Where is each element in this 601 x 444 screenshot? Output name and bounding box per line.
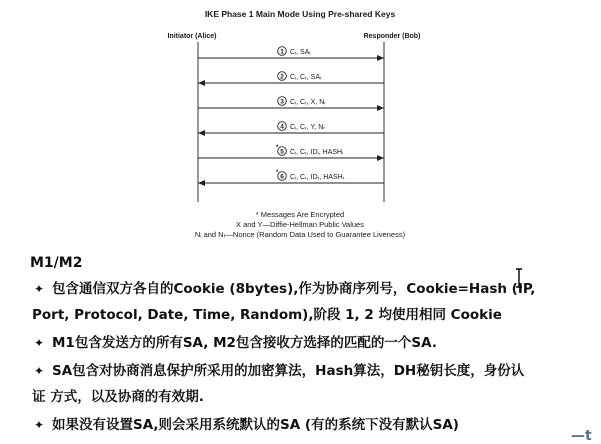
message-label: Cᵢ, SAᵢ [290, 49, 311, 56]
message-label: Cᵢ, Cᵣ, SAᵣ [290, 74, 322, 81]
bullet-cookie-continued: Port, Protocol, Date, Time, Random),阶段 1, 2 均使用相同 Cookie [32, 307, 502, 323]
section-heading: M1/M2 [30, 255, 83, 271]
arrowhead-icon [377, 105, 384, 111]
bullet-mark: ✦ [33, 282, 45, 296]
note-dh-values: X and Y—Diffie-Hellman Public Values [236, 220, 364, 229]
note-nonce: Nᵢ and Nᵣ—Nonce (Random Data Used to Guarantee Liveness) [194, 230, 406, 239]
bullet-default-sa [32, 414, 598, 436]
corner-artifact: —t [571, 428, 592, 444]
encrypted-marker: * [276, 145, 279, 151]
bullet-mark: ✦ [33, 336, 45, 350]
message-number: 6 [280, 173, 284, 181]
note-encrypted: * Messages Are Encrypted [255, 210, 345, 219]
bullet-text: SA包含对协商消息保护所采用的加密算法，Hash算法，DH秘钥长度，身份认 [52, 363, 525, 379]
responder-label: Responder (Bob) [363, 33, 421, 40]
diagram-title: IKE Phase 1 Main Mode Using Pre-shared Keys [204, 9, 396, 19]
encrypted-marker: * [276, 170, 279, 176]
arrowhead-icon [198, 130, 205, 136]
arrowhead-icon [198, 180, 205, 186]
message-number: 4 [280, 123, 284, 131]
bullet-text: 如果没有设置SA,则会采用系统默认的SA (有的系统下没有默认SA) [52, 417, 459, 433]
arrowhead-icon [377, 155, 384, 161]
text-cursor-icon [514, 268, 524, 288]
message-number: 1 [280, 48, 284, 56]
initiator-label: Initiator (Alice) [167, 33, 217, 40]
bullet-text: 包含通信双方各自的Cookie (8bytes),作为协商序列号，Cookie=Hash (IP, [52, 281, 536, 297]
bullet-mark: ✦ [33, 364, 45, 378]
message-list [198, 47, 384, 186]
message-number: 2 [280, 73, 284, 81]
bullet-sa-content [32, 332, 598, 354]
bullet-mark: ✦ [33, 418, 45, 432]
arrowhead-icon [377, 55, 384, 61]
bullet-sa-algorithms-continued: 证 方式，以及协商的有效期. [32, 389, 204, 405]
message-label: Cᵢ, Cᵣ, Y, Nᵣ [290, 124, 325, 131]
message-label: Cᵢ, Cᵣ, IDᵢ, HASHᵢ [290, 149, 344, 156]
ike-main-mode-diagram [140, 0, 460, 248]
arrowhead-icon [198, 80, 205, 86]
explanation-text [0, 250, 601, 442]
message-number: 5 [280, 148, 284, 156]
bullet-sa-algorithms [32, 360, 598, 382]
message-number: 3 [280, 98, 284, 106]
message-label: Cᵢ, Cᵣ, IDᵣ, HASHᵣ [290, 174, 345, 181]
message-label: Cᵢ, Cᵣ, X, Nᵢ [290, 99, 326, 106]
bullet-text: M1包含发送方的所有SA, M2包含接收方选择的匹配的一个SA. [52, 335, 437, 351]
